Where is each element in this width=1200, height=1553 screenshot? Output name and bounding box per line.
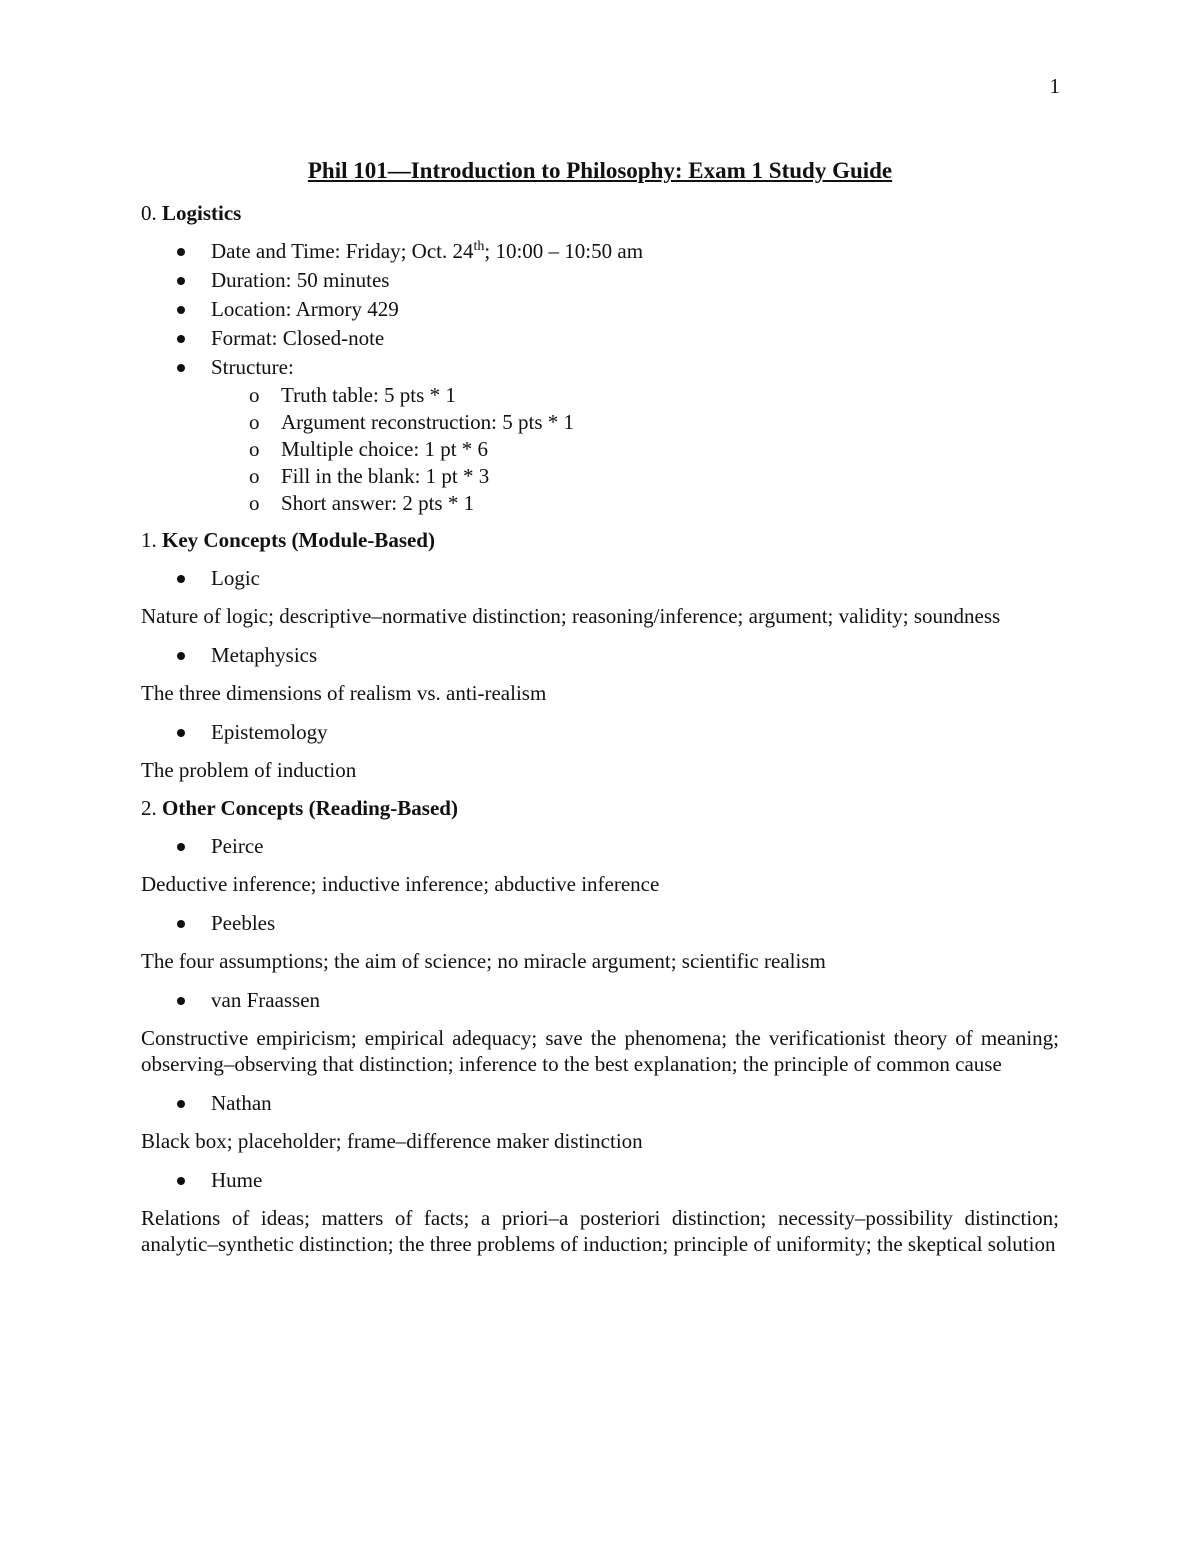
document-content — [141, 154, 1059, 1269]
section-title: Logistics — [162, 201, 242, 225]
topic-description: Relations of ideas; matters of facts; a priori–a posteriori distinction; necessity–possibility distinction; analytic–synthetic distinction; the three problems of induction; principle of uniformity; the skeptical solution — [141, 1206, 1059, 1256]
topic-description: Nature of logic; descriptive–normative distinction; reasoning/inference; argument; validity; soundness — [141, 604, 1001, 628]
topic-bullet: Epistemology — [141, 718, 1059, 747]
date-superscript: th — [473, 239, 485, 254]
section-heading-other-concepts — [141, 795, 1059, 822]
sublist-item: o Argument reconstruction: 5 pts * 1 — [211, 409, 1059, 436]
structure-label: Structure: — [211, 355, 294, 379]
topic-bullet: Hume — [141, 1166, 1059, 1195]
section-number: 1. — [141, 528, 157, 552]
topic-description: Black box; placeholder; frame–difference maker distinction — [141, 1129, 643, 1153]
structure-sublist — [211, 382, 1059, 517]
date-text: Date and Time: Friday; Oct. 24 — [211, 239, 474, 263]
list-item-structure — [141, 353, 1059, 517]
topic-bullet: van Fraassen — [141, 986, 1059, 1015]
list-item-date — [141, 237, 1059, 266]
document-title: Phil 101—Introduction to Philosophy: Exam 1 Study Guide — [307, 158, 893, 183]
topic-description: The problem of induction — [141, 758, 357, 782]
section-number: 2. — [141, 796, 157, 820]
section-number: 0. — [141, 201, 157, 225]
topic-bullet: Peirce — [141, 832, 1059, 861]
topic-bullet: Nathan — [141, 1089, 1059, 1118]
logistics-list — [141, 237, 1059, 517]
section-heading-key-concepts — [141, 527, 1059, 554]
page-number: 1 — [1049, 74, 1060, 98]
time-text: ; 10:00 – 10:50 am — [484, 239, 644, 263]
sublist-item: o Truth table: 5 pts * 1 — [211, 382, 1059, 409]
sublist-item: o Multiple choice: 1 pt * 6 — [211, 436, 1059, 463]
topic-description: Constructive empiricism; empirical adequacy; save the phenomena; the verificationist theory of meaning; observing–observing that distinction; inference to the best explanation; the principle of common cause — [141, 1026, 1059, 1076]
topic-description: The three dimensions of realism vs. anti-realism — [141, 681, 547, 705]
topic-description: The four assumptions; the aim of science; no miracle argument; scientific realism — [141, 949, 826, 973]
list-item-format: Format: Closed-note — [141, 324, 1059, 353]
topic-bullet: Logic — [141, 564, 1059, 593]
topic-bullet: Peebles — [141, 909, 1059, 938]
list-item-duration: Duration: 50 minutes — [141, 266, 1059, 295]
sublist-item: o Short answer: 2 pts * 1 — [211, 490, 1059, 517]
topic-description: Deductive inference; inductive inference; abductive inference — [141, 872, 660, 896]
section-title: Key Concepts (Module-Based) — [162, 528, 435, 552]
list-item-location: Location: Armory 429 — [141, 295, 1059, 324]
section-title: Other Concepts (Reading-Based) — [162, 796, 458, 820]
sublist-item: o Fill in the blank: 1 pt * 3 — [211, 463, 1059, 490]
section-heading-logistics — [141, 200, 1059, 227]
topic-bullet: Metaphysics — [141, 641, 1059, 670]
